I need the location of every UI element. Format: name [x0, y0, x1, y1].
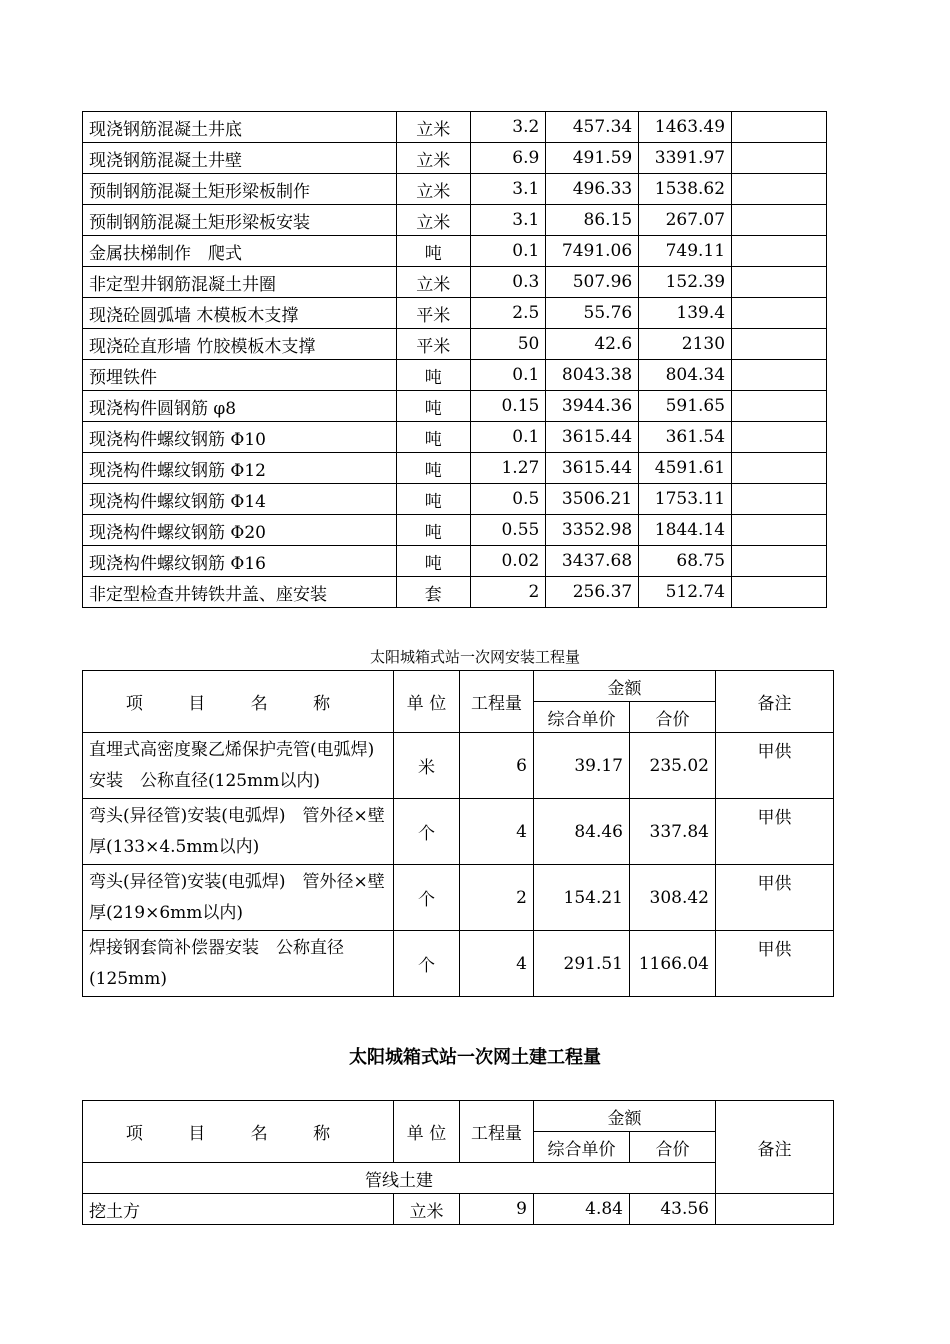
item-name-cell: 现浇构件螺纹钢筋 Φ16	[83, 546, 397, 577]
item-name-cell: 弯头(异径管)安装(电弧焊) 管外径×壁厚(133×4.5mm以内)	[83, 799, 394, 865]
note-cell	[732, 236, 827, 267]
total-price-cell: 267.07	[639, 205, 732, 236]
header-item-name: 项 目 名 称	[83, 1101, 394, 1163]
item-name-cell: 非定型井钢筋混凝土井圈	[83, 267, 397, 298]
quantity-cell: 0.15	[470, 391, 546, 422]
table-header-row	[83, 1101, 834, 1132]
header-quantity: 工程量	[460, 1101, 534, 1163]
item-name-cell: 预埋铁件	[83, 360, 397, 391]
total-price-cell: 43.56	[630, 1194, 716, 1225]
civil-quantity-table	[82, 1100, 834, 1225]
total-price-cell: 1538.62	[639, 174, 732, 205]
total-price-cell: 1844.14	[639, 515, 732, 546]
quantity-cell: 4	[460, 799, 534, 865]
unit-cell: 吨	[396, 236, 470, 267]
unit-price-cell: 3944.36	[546, 391, 639, 422]
note-cell	[732, 484, 827, 515]
unit-price-cell: 491.59	[546, 143, 639, 174]
quantity-cell: 2	[470, 577, 546, 608]
header-quantity: 工程量	[460, 671, 534, 733]
total-price-cell: 68.75	[639, 546, 732, 577]
table-row	[83, 546, 827, 577]
civil-table-caption: 太阳城箱式站一次网土建工程量	[349, 1047, 601, 1068]
note-cell	[732, 577, 827, 608]
unit-price-cell: 55.76	[546, 298, 639, 329]
header-amount: 金额	[534, 671, 716, 702]
total-price-cell: 3391.97	[639, 143, 732, 174]
note-cell	[732, 360, 827, 391]
unit-price-cell: 42.6	[546, 329, 639, 360]
note-cell	[732, 391, 827, 422]
total-price-cell: 235.02	[630, 733, 716, 799]
unit-price-cell: 507.96	[546, 267, 639, 298]
total-price-cell: 1753.11	[639, 484, 732, 515]
item-name-cell: 现浇构件螺纹钢筋 Φ12	[83, 453, 397, 484]
unit-cell: 个	[394, 865, 460, 931]
table-row	[83, 799, 834, 865]
header-unit: 单 位	[394, 671, 460, 733]
unit-cell: 吨	[396, 484, 470, 515]
unit-price-cell: 154.21	[534, 865, 630, 931]
unit-cell: 套	[396, 577, 470, 608]
unit-price-cell: 86.15	[546, 205, 639, 236]
table-row	[83, 112, 827, 143]
item-name-cell: 现浇砼直形墙 竹胶模板木支撑	[83, 329, 397, 360]
table-row	[83, 515, 827, 546]
table-row	[83, 205, 827, 236]
table-row	[83, 298, 827, 329]
table-row	[83, 267, 827, 298]
item-name-cell: 预制钢筋混凝土矩形梁板安装	[83, 205, 397, 236]
unit-cell: 立米	[396, 267, 470, 298]
note-cell	[732, 205, 827, 236]
item-name-cell: 现浇构件螺纹钢筋 Φ20	[83, 515, 397, 546]
note-cell: 甲供	[716, 733, 834, 799]
quantity-cell: 0.5	[470, 484, 546, 515]
note-cell	[732, 174, 827, 205]
table-row	[83, 329, 827, 360]
unit-price-cell: 3437.68	[546, 546, 639, 577]
header-amount: 金额	[534, 1101, 716, 1132]
unit-cell: 平米	[396, 298, 470, 329]
unit-cell: 立米	[396, 205, 470, 236]
table-row	[83, 143, 827, 174]
quantity-cell: 6	[460, 733, 534, 799]
table-row	[83, 484, 827, 515]
item-name-cell: 非定型检查井铸铁井盖、座安装	[83, 577, 397, 608]
civil-works-table-continued	[82, 111, 827, 608]
unit-price-cell: 39.17	[534, 733, 630, 799]
header-unit-price: 综合单价	[534, 702, 630, 733]
quantity-cell: 2.5	[470, 298, 546, 329]
note-cell	[732, 267, 827, 298]
total-price-cell: 152.39	[639, 267, 732, 298]
group-label: 管线土建	[83, 1163, 716, 1194]
header-unit: 单 位	[394, 1101, 460, 1163]
unit-cell: 吨	[396, 422, 470, 453]
total-price-cell: 4591.61	[639, 453, 732, 484]
item-name-cell: 焊接钢套筒补偿器安装 公称直径(125mm)	[83, 931, 394, 997]
unit-cell: 立米	[394, 1194, 460, 1225]
table-row	[83, 453, 827, 484]
unit-price-cell: 3615.44	[546, 453, 639, 484]
quantity-cell: 2	[460, 865, 534, 931]
unit-cell: 个	[394, 799, 460, 865]
item-name-cell: 挖土方	[83, 1194, 394, 1225]
quantity-cell: 3.1	[470, 174, 546, 205]
unit-cell: 吨	[396, 453, 470, 484]
item-name-cell: 现浇钢筋混凝土井壁	[83, 143, 397, 174]
quantity-cell: 3.1	[470, 205, 546, 236]
table-row	[83, 360, 827, 391]
unit-cell: 吨	[396, 515, 470, 546]
total-price-cell: 337.84	[630, 799, 716, 865]
table-header-row	[83, 671, 834, 702]
table-row	[83, 931, 834, 997]
note-cell	[732, 546, 827, 577]
note-cell	[732, 329, 827, 360]
note-cell	[716, 1194, 834, 1225]
note-cell	[732, 453, 827, 484]
unit-price-cell: 256.37	[546, 577, 639, 608]
quantity-cell: 6.9	[470, 143, 546, 174]
item-name-cell: 预制钢筋混凝土矩形梁板制作	[83, 174, 397, 205]
table-row	[83, 236, 827, 267]
unit-price-cell: 3615.44	[546, 422, 639, 453]
note-cell: 甲供	[716, 931, 834, 997]
quantity-cell: 0.1	[470, 422, 546, 453]
header-total-price: 合价	[630, 1132, 716, 1163]
unit-cell: 立米	[396, 143, 470, 174]
quantity-cell: 1.27	[470, 453, 546, 484]
unit-price-cell: 3352.98	[546, 515, 639, 546]
unit-price-cell: 496.33	[546, 174, 639, 205]
table-row	[83, 865, 834, 931]
quantity-cell: 0.1	[470, 360, 546, 391]
note-cell	[732, 112, 827, 143]
total-price-cell: 749.11	[639, 236, 732, 267]
unit-cell: 米	[394, 733, 460, 799]
item-name-cell: 直埋式高密度聚乙烯保护壳管(电弧焊)安装 公称直径(125mm以内)	[83, 733, 394, 799]
quantity-cell: 0.02	[470, 546, 546, 577]
header-note: 备注	[716, 671, 834, 733]
note-cell	[732, 298, 827, 329]
total-price-cell: 308.42	[630, 865, 716, 931]
item-name-cell: 现浇砼圆弧墙 木模板木支撑	[83, 298, 397, 329]
item-name-cell: 现浇钢筋混凝土井底	[83, 112, 397, 143]
header-note: 备注	[716, 1101, 834, 1194]
unit-cell: 立米	[396, 112, 470, 143]
total-price-cell: 1463.49	[639, 112, 732, 143]
table-row	[83, 391, 827, 422]
note-cell: 甲供	[716, 865, 834, 931]
quantity-cell: 9	[460, 1194, 534, 1225]
item-name-cell: 弯头(异径管)安装(电弧焊) 管外径×壁厚(219×6mm以内)	[83, 865, 394, 931]
item-name-cell: 现浇构件螺纹钢筋 Φ14	[83, 484, 397, 515]
item-name-cell: 金属扶梯制作 爬式	[83, 236, 397, 267]
unit-price-cell: 457.34	[546, 112, 639, 143]
table-row	[83, 174, 827, 205]
note-cell	[732, 515, 827, 546]
unit-price-cell: 4.84	[534, 1194, 630, 1225]
total-price-cell: 139.4	[639, 298, 732, 329]
table-row	[83, 1194, 834, 1225]
unit-cell: 平米	[396, 329, 470, 360]
table-row	[83, 422, 827, 453]
quantity-cell: 50	[470, 329, 546, 360]
unit-cell: 吨	[396, 360, 470, 391]
unit-price-cell: 84.46	[534, 799, 630, 865]
unit-price-cell: 3506.21	[546, 484, 639, 515]
quantity-cell: 0.55	[470, 515, 546, 546]
quantity-cell: 0.3	[470, 267, 546, 298]
unit-price-cell: 8043.38	[546, 360, 639, 391]
total-price-cell: 804.34	[639, 360, 732, 391]
quantity-cell: 4	[460, 931, 534, 997]
unit-cell: 吨	[396, 391, 470, 422]
installation-quantity-table	[82, 670, 834, 997]
header-item-name: 项 目 名 称	[83, 671, 394, 733]
item-name-cell: 现浇构件圆钢筋 φ8	[83, 391, 397, 422]
quantity-cell: 0.1	[470, 236, 546, 267]
total-price-cell: 2130	[639, 329, 732, 360]
note-cell: 甲供	[716, 799, 834, 865]
header-unit-price: 综合单价	[534, 1132, 630, 1163]
total-price-cell: 591.65	[639, 391, 732, 422]
unit-cell: 吨	[396, 546, 470, 577]
note-cell	[732, 143, 827, 174]
total-price-cell: 1166.04	[630, 931, 716, 997]
unit-price-cell: 291.51	[534, 931, 630, 997]
item-name-cell: 现浇构件螺纹钢筋 Φ10	[83, 422, 397, 453]
total-price-cell: 512.74	[639, 577, 732, 608]
installation-table-caption: 太阳城箱式站一次网安装工程量	[369, 648, 580, 666]
unit-cell: 个	[394, 931, 460, 997]
total-price-cell: 361.54	[639, 422, 732, 453]
note-cell	[732, 422, 827, 453]
unit-cell: 立米	[396, 174, 470, 205]
table-row	[83, 733, 834, 799]
unit-price-cell: 7491.06	[546, 236, 639, 267]
table-row	[83, 577, 827, 608]
header-total-price: 合价	[630, 702, 716, 733]
quantity-cell: 3.2	[470, 112, 546, 143]
